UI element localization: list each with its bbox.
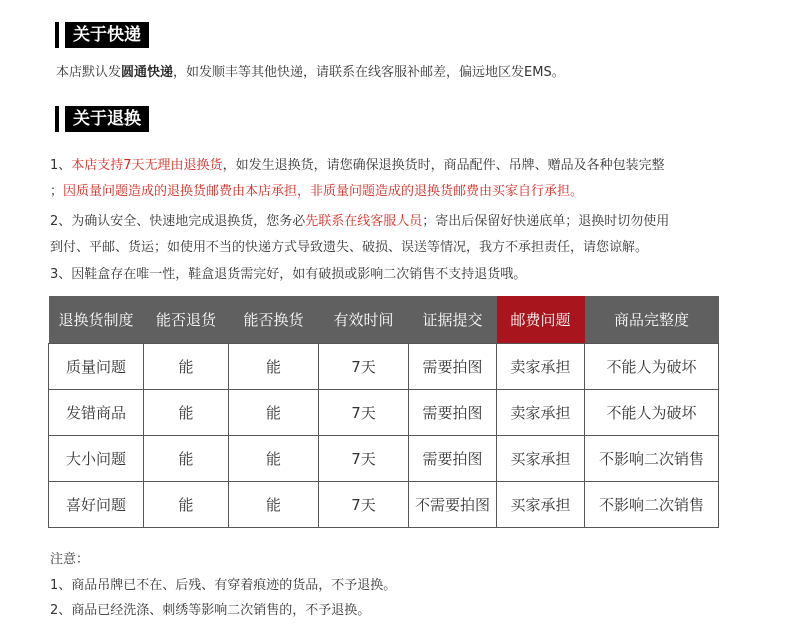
table-cell: 能 (229, 482, 319, 528)
table-header-row (49, 296, 719, 344)
table-cell: 7天 (319, 482, 409, 528)
table-cell: 发错商品 (49, 390, 144, 436)
table-row (49, 436, 719, 482)
table-cell: 大小问题 (49, 436, 144, 482)
table-cell: 不影响二次销售 (585, 436, 719, 482)
table-cell: 能 (144, 436, 229, 482)
table-cell: 7天 (319, 436, 409, 482)
table-cell: 能 (144, 344, 229, 390)
heading-bar (55, 106, 59, 132)
table-row (49, 482, 719, 528)
returns-heading (55, 106, 149, 132)
returns-policy-table (48, 296, 719, 528)
header-can-exchange: 能否换货 (229, 296, 319, 344)
table-cell: 不能人为破坏 (585, 390, 719, 436)
table-cell: 不能人为破坏 (585, 344, 719, 390)
returns-para-2-line-1: 2、为确认安全、快速地完成退换货，您务必先联系在线客服人员；寄出后保留好快递底单；退换时切勿使用 (50, 214, 670, 229)
table-cell: 买家承担 (497, 482, 585, 528)
table-cell: 质量问题 (49, 344, 144, 390)
returns-para-1-line-2: ；因质量问题造成的退换货邮费由本店承担，非质量问题造成的退换货邮费由买家自行承担。 (50, 184, 584, 199)
table-cell: 能 (229, 436, 319, 482)
table-cell: 能 (229, 390, 319, 436)
table-cell: 卖家承担 (497, 344, 585, 390)
table-cell: 不影响二次销售 (585, 482, 719, 528)
note-item-2: 2、商品已经洗涤、刺绣等影响二次销售的，不予退换。 (50, 603, 371, 618)
table-cell: 需要拍图 (409, 390, 497, 436)
table-cell: 能 (144, 482, 229, 528)
header-integrity: 商品完整度 (585, 296, 719, 344)
note-item-1: 1、商品吊牌已不在、后残、有穿着痕迹的货品，不予退换。 (50, 578, 397, 593)
table-cell: 卖家承担 (497, 390, 585, 436)
notes-title: 注意： (50, 552, 90, 567)
returns-para-3: 3、因鞋盒存在唯一性，鞋盒退货需完好，如有破损或影响二次销售不支持退货哦。 (50, 267, 527, 282)
table-cell: 需要拍图 (409, 436, 497, 482)
heading-bar (55, 22, 59, 48)
header-policy: 退换货制度 (49, 296, 144, 344)
delivery-title: 关于快递 (65, 22, 149, 48)
table-cell: 7天 (319, 390, 409, 436)
returns-title: 关于退换 (65, 106, 149, 132)
header-valid-period: 有效时间 (319, 296, 409, 344)
delivery-heading (55, 22, 149, 48)
returns-para-2-line-2: 到付、平邮、货运；如使用不当的快递方式导致遗失、破损、误送等情况，我方不承担责任，请您谅解。 (50, 240, 649, 255)
table-row (49, 390, 719, 436)
table-cell: 能 (229, 344, 319, 390)
table-cell: 需要拍图 (409, 344, 497, 390)
table-row (49, 344, 719, 390)
table-cell: 7天 (319, 344, 409, 390)
table-cell: 买家承担 (497, 436, 585, 482)
table-cell: 能 (144, 390, 229, 436)
delivery-text: 本店默认发圆通快递，如发顺丰等其他快递，请联系在线客服补邮差，偏远地区发EMS。 (56, 65, 565, 80)
header-shipping-fee: 邮费问题 (497, 296, 585, 344)
returns-para-1-line-1: 1、本店支持7天无理由退换货，如发生退换货，请您确保退换货时，商品配件、吊牌、赠品及各种包装完整 (50, 158, 665, 173)
table-cell: 喜好问题 (49, 482, 144, 528)
header-can-return: 能否退货 (144, 296, 229, 344)
courier-name: 圆通快递 (121, 65, 174, 80)
table-cell: 不需要拍图 (409, 482, 497, 528)
header-evidence: 证据提交 (409, 296, 497, 344)
